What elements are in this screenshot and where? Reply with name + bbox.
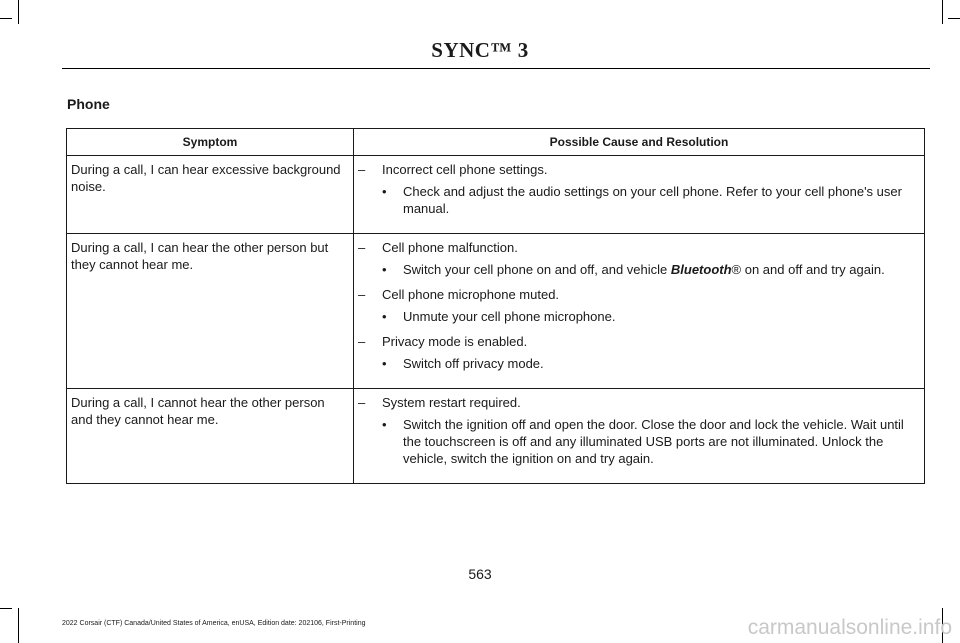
crop-mark: [18, 0, 19, 24]
dash-marker: –: [358, 162, 366, 177]
cause-text: System restart required.: [382, 395, 521, 410]
step-item: [358, 355, 920, 372]
crop-mark: [18, 608, 19, 643]
resolution-cell: [354, 156, 925, 234]
step-item: [358, 261, 920, 278]
crop-mark: [942, 0, 943, 24]
dash-marker: –: [358, 334, 366, 349]
cause-text: Incorrect cell phone settings.: [382, 162, 548, 177]
symptom-column-header: Symptom: [67, 129, 354, 156]
dash-marker: –: [358, 240, 366, 255]
table-row: [67, 234, 925, 389]
bullet-marker: •: [382, 309, 387, 324]
crop-mark: [0, 608, 12, 609]
dash-marker: –: [358, 395, 366, 410]
step-text: Switch the ignition off and open the door. Close the door and lock the vehicle. Wait until the touchscreen is off and any illuminated USB ports are not illuminated. Unlock the vehicle, switch the ignition on and try again.: [403, 417, 904, 466]
table-header-row: [67, 129, 925, 156]
table-row: [67, 156, 925, 234]
crop-mark: [0, 18, 12, 19]
cause-text: Privacy mode is enabled.: [382, 334, 528, 349]
bluetooth-brand: Bluetooth: [670, 262, 732, 277]
page-number: 563: [468, 566, 492, 582]
crop-mark: [948, 18, 960, 19]
cause-item: [358, 333, 920, 350]
header-divider: [62, 68, 930, 69]
bullet-marker: •: [382, 184, 387, 199]
resolution-cell: [354, 234, 925, 389]
step-text-before: Switch your cell phone on and off, and vehicle: [403, 262, 671, 277]
bullet-marker: •: [382, 417, 387, 432]
symptom-cell: During a call, I can hear excessive background noise.: [67, 156, 354, 234]
step-text-after: ® on and off and try again.: [731, 262, 885, 277]
cause-text: Cell phone malfunction.: [382, 240, 518, 255]
troubleshooting-table: [66, 128, 925, 484]
step-text: Switch off privacy mode.: [403, 356, 544, 371]
step-text: [403, 261, 885, 278]
cause-item: [358, 161, 920, 178]
cause-item: [358, 239, 920, 256]
bullet-marker: •: [382, 356, 387, 371]
resolution-column-header: Possible Cause and Resolution: [354, 129, 925, 156]
step-text: Check and adjust the audio settings on your cell phone. Refer to your cell phone's user manual.: [403, 184, 902, 216]
section-title: Phone: [67, 96, 110, 112]
step-item: [358, 308, 920, 325]
cause-item: [358, 286, 920, 303]
symptom-cell: During a call, I cannot hear the other person and they cannot hear me.: [67, 389, 354, 484]
symptom-cell: During a call, I can hear the other person but they cannot hear me.: [67, 234, 354, 389]
step-item: [358, 416, 920, 467]
watermark: carmanualsonline.info: [747, 616, 952, 639]
step-item: [358, 183, 920, 217]
cause-item: [358, 394, 920, 411]
page-header-title: SYNC™ 3: [431, 38, 529, 62]
step-text: Unmute your cell phone microphone.: [403, 309, 616, 324]
bullet-marker: •: [382, 262, 387, 277]
cause-text: Cell phone microphone muted.: [382, 287, 560, 302]
resolution-cell: [354, 389, 925, 484]
dash-marker: –: [358, 287, 366, 302]
table-row: [67, 389, 925, 484]
edition-footer: 2022 Corsair (CTF) Canada/United States of America, enUSA, Edition date: 202106, First-Printing: [62, 620, 366, 627]
